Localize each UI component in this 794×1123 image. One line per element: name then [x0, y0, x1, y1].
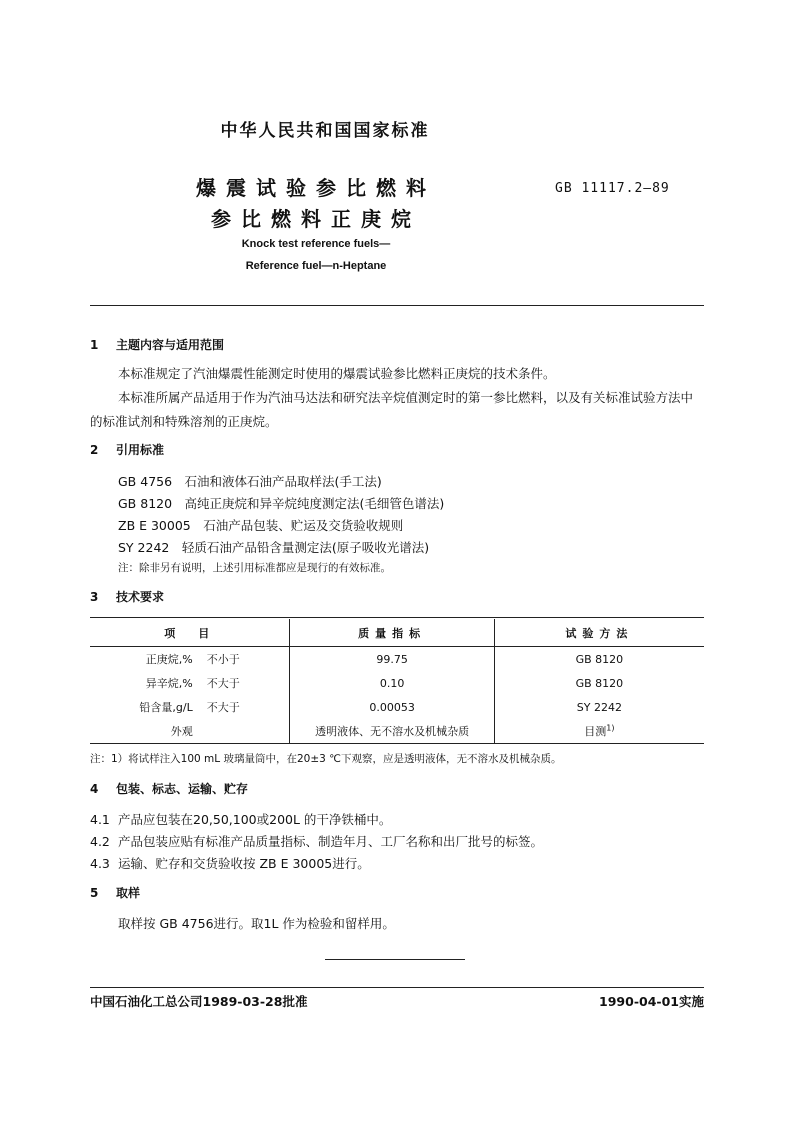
reference-item: ZB E 30005 石油产品包装、贮运及交货验收规则	[118, 518, 404, 533]
end-divider	[325, 959, 465, 960]
row-method: GB 8120	[494, 647, 704, 672]
row-method: SY 2242	[494, 695, 704, 719]
spec-table	[90, 619, 704, 744]
title-line-2: 参比燃料正庚烷	[211, 207, 421, 231]
section-4-number: 4	[90, 782, 99, 796]
section-1-heading	[90, 336, 224, 353]
section-3-heading	[90, 588, 164, 605]
list-item: 4.3 运输、贮存和交货验收按 ZB E 30005进行。	[90, 856, 370, 871]
footer-divider	[90, 987, 704, 988]
section-5-text: 取样按 GB 4756进行。取1L 作为检验和留样用。	[118, 916, 395, 931]
row-value: 0.10	[290, 671, 494, 695]
row-item: 铅含量,g/L	[139, 701, 193, 714]
section-1-number: 1	[90, 338, 99, 352]
row-item: 正庚烷,%	[145, 653, 193, 666]
row-item: 外观	[170, 725, 193, 738]
header-divider	[90, 305, 704, 306]
section-2-heading	[90, 441, 164, 458]
table-row	[90, 719, 704, 744]
header-test-method: 试验方法	[494, 619, 704, 647]
section-1-paragraph-1: 本标准规定了汽油爆震性能测定时使用的爆震试验参比燃料正庚烷的技术条件。	[118, 366, 556, 381]
section-4-title: 包装、标志、运输、贮存	[116, 782, 249, 796]
reference-item: GB 8120 高纯正庚烷和异辛烷纯度测定法(毛细管色谱法)	[118, 496, 445, 511]
section-3-title: 技术要求	[116, 590, 165, 604]
row-value: 99.75	[290, 647, 494, 672]
title-line-1: 爆震试验参比燃料	[196, 176, 436, 200]
section-5-heading	[90, 884, 140, 901]
section-1-title: 主题内容与适用范围	[116, 338, 225, 352]
list-item: 4.1 产品应包装在20,50,100或200L 的干净铁桶中。	[90, 812, 392, 827]
header-item: 项 目	[90, 619, 290, 647]
row-condition: 不小于	[206, 653, 240, 666]
row-value: 透明液体、无不溶水及机械杂质	[290, 719, 494, 744]
effective-date: 1990-04-01实施	[599, 994, 704, 1009]
section-4-heading	[90, 780, 248, 797]
row-item: 异辛烷,%	[145, 677, 193, 690]
approval-date: 中国石油化工总公司1989-03-28批准	[90, 994, 308, 1009]
reference-item: GB 4756 石油和液体石油产品取样法(手工法)	[118, 474, 382, 489]
table-row	[90, 671, 704, 695]
section-1-paragraph-2: 本标准所属产品适用于作为汽油马达法和研究法辛烷值测定时的第一参比燃料，以及有关标准试验方法中的标准试剂和特殊溶剂的正庚烷。	[90, 390, 694, 429]
standard-code: GB 11117.2—89	[555, 181, 670, 196]
footnote-mark: 1)	[606, 723, 615, 733]
table-top-rule	[90, 617, 704, 618]
section-2-note: 注：除非另有说明，上述引用标准都应是现行的有效标准。	[118, 562, 391, 574]
english-title-line-1: Knock test reference fuels—	[241, 238, 391, 250]
table-header-row	[90, 619, 704, 647]
row-method: 目测	[584, 725, 607, 738]
row-method: GB 8120	[494, 671, 704, 695]
national-standard-header: 中华人民共和国国家标准	[220, 121, 430, 141]
section-2-number: 2	[90, 443, 99, 457]
english-title-line-2: Reference fuel—n-Heptane	[245, 260, 387, 272]
row-condition: 不大于	[206, 677, 240, 690]
list-item: 4.2 产品包装应贴有标准产品质量指标、制造年月、工厂名称和出厂批号的标签。	[90, 834, 544, 849]
section-5-title: 取样	[116, 886, 141, 900]
section-3-number: 3	[90, 590, 99, 604]
section-2-title: 引用标准	[116, 443, 165, 457]
table-row	[90, 695, 704, 719]
reference-item: SY 2242 轻质石油产品铅含量测定法(原子吸收光谱法)	[118, 540, 430, 555]
header-quality-index: 质量指标	[290, 619, 494, 647]
row-value: 0.00053	[290, 695, 494, 719]
table-row	[90, 647, 704, 672]
row-condition: 不大于	[206, 701, 240, 714]
section-5-number: 5	[90, 886, 99, 900]
table-footnote: 注：1）将试样注入100 mL 玻璃量筒中，在20±3 ℃下观察，应是透明液体，无不溶水及机械杂质。	[90, 753, 562, 765]
